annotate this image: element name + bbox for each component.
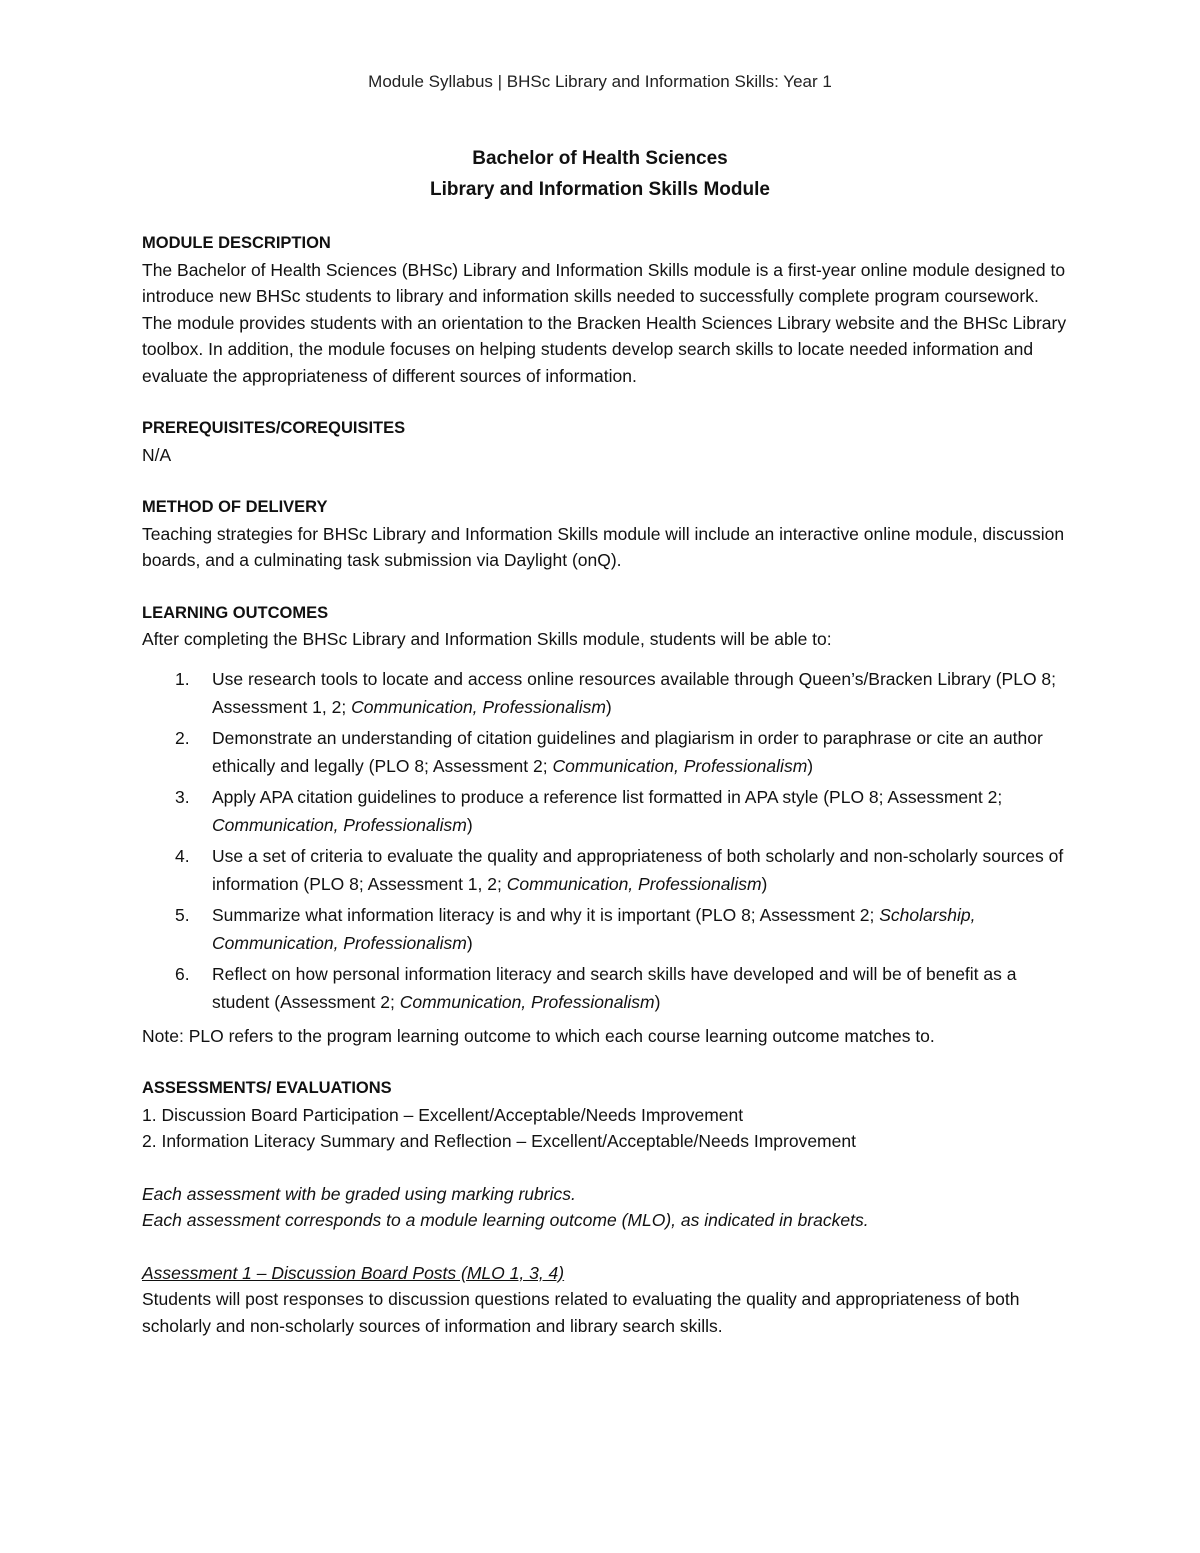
prerequisites-text: N/A	[142, 444, 172, 465]
outcome-main: Summarize what information literacy is and why it is important (PLO 8; Assessment 2;	[212, 904, 880, 925]
list-item	[142, 724, 1072, 780]
outcome-italic: Communication, Professionalism	[351, 696, 606, 717]
outcome-main: Apply APA citation guidelines to produce a reference list formatted in APA style (PLO 8; Assessment 2;	[212, 786, 1003, 807]
prerequisites-heading: PREREQUISITES/COREQUISITES	[142, 419, 406, 437]
list-item-number: 5.	[175, 904, 190, 925]
list-item	[142, 842, 1072, 898]
list-item-text	[212, 724, 1072, 780]
outcome-end: )	[807, 755, 814, 776]
method-of-delivery-heading: METHOD OF DELIVERY	[142, 498, 328, 516]
list-item-number: 3.	[175, 786, 190, 807]
outcome-italic: Communication, Professionalism	[552, 755, 808, 776]
outcome-end: )	[466, 814, 473, 835]
method-of-delivery-section	[142, 494, 1072, 574]
module-description-text: The Bachelor of Health Sciences (BHSc) Library and Information Skills module is a first-year online module designed to introduce new BHSc students to library and information skills needed to successfully complete program coursework. The module provides students with an orientation to the Bracken Health Sciences Library website and the BHSc Library toolbox. In addition, the module focuses on helping students develop search skills to locate needed information and evaluate the appropriateness of different sources of information.	[142, 259, 1067, 386]
outcome-main: Use a set of criteria to evaluate the quality and appropriateness of both scholarly and non-scholarly sources of information (PLO 8; Assessment 1, 2;	[212, 845, 1064, 894]
method-of-delivery-text: Teaching strategies for BHSc Library and Information Skills module will include an interactive online module, discussion boards, and a culminating task submission via Daylight (onQ).	[142, 523, 1065, 570]
outcome-main: Use research tools to locate and access online resources available through Queen’s/Bracken Library (PLO 8; Assessment 1, 2;	[212, 668, 1057, 717]
list-item-text	[212, 842, 1072, 898]
document-body	[142, 230, 1072, 1339]
outcome-main: Demonstrate an understanding of citation guidelines and plagiarism in order to paraphrase or cite an author ethically and legally (PLO 8; Assessment 2;	[212, 727, 1043, 776]
prerequisites-section	[142, 415, 1072, 468]
list-item-number: 2.	[175, 727, 190, 748]
learning-outcomes-heading: LEARNING OUTCOMES	[142, 603, 329, 622]
mlo-note: Each assessment corresponds to a module learning outcome (MLO), as indicated in brackets.	[142, 1210, 869, 1230]
assessment-list-item: 2. Information Literacy Summary and Reflection – Excellent/Acceptable/Needs Improvement	[142, 1131, 856, 1151]
plo-note: Note: PLO refers to the program learning outcome to which each course learning outcome matches to.	[142, 1025, 935, 1046]
assessments-heading: ASSESSMENTS/ EVALUATIONS	[142, 1079, 392, 1097]
outcome-italic: Communication, Professionalism	[506, 873, 762, 894]
outcome-end: )	[761, 873, 768, 894]
outcome-end: )	[605, 696, 612, 717]
assessment-1-title: Assessment 1 – Discussion Board Posts (MLO 1, 3, 4)	[142, 1262, 565, 1283]
list-item-text	[212, 783, 1072, 839]
list-item	[142, 960, 1072, 1016]
assessments-section	[142, 1075, 1072, 1339]
list-item-text	[212, 901, 1072, 957]
outcome-italic: Scholarship, Communication, Professionalism	[212, 904, 976, 953]
assessment-1-text: Students will post responses to discussion questions related to evaluating the quality and appropriateness of both scholarly and non-scholarly sources of information and library search skills.	[142, 1289, 1020, 1336]
outcome-italic: Communication, Professionalism	[212, 814, 467, 835]
outcome-italic: Communication, Professionalism	[399, 991, 655, 1012]
learning-outcomes-list	[142, 665, 1072, 1016]
list-item	[142, 665, 1072, 721]
list-item-text	[212, 665, 1072, 721]
title-line-2: Library and Information Skills Module	[430, 179, 770, 200]
outcome-end: )	[466, 932, 473, 953]
list-item-number: 6.	[175, 963, 190, 984]
module-description-section	[142, 230, 1072, 389]
outcome-main: Reflect on how personal information literacy and search skills have developed and will be of benefit as a student (Assessment 2;	[212, 963, 1017, 1012]
learning-outcomes-intro: After completing the BHSc Library and Information Skills module, students will be able to:	[142, 629, 832, 649]
learning-outcomes-section	[142, 600, 1072, 1050]
module-description-heading: MODULE DESCRIPTION	[142, 234, 331, 252]
assessment-list-item: 1. Discussion Board Participation – Excellent/Acceptable/Needs Improvement	[142, 1104, 744, 1125]
rubric-note: Each assessment with be graded using marking rubrics.	[142, 1183, 576, 1204]
list-item	[142, 783, 1072, 839]
document-title	[0, 143, 1200, 205]
running-header: Module Syllabus | BHSc Library and Information Skills: Year 1	[368, 72, 832, 91]
title-line-1: Bachelor of Health Sciences	[472, 148, 728, 169]
list-item-number: 1.	[175, 668, 190, 689]
list-item	[142, 901, 1072, 957]
list-item-number: 4.	[175, 845, 190, 866]
list-item-text	[212, 960, 1072, 1016]
outcome-end: )	[654, 991, 661, 1012]
